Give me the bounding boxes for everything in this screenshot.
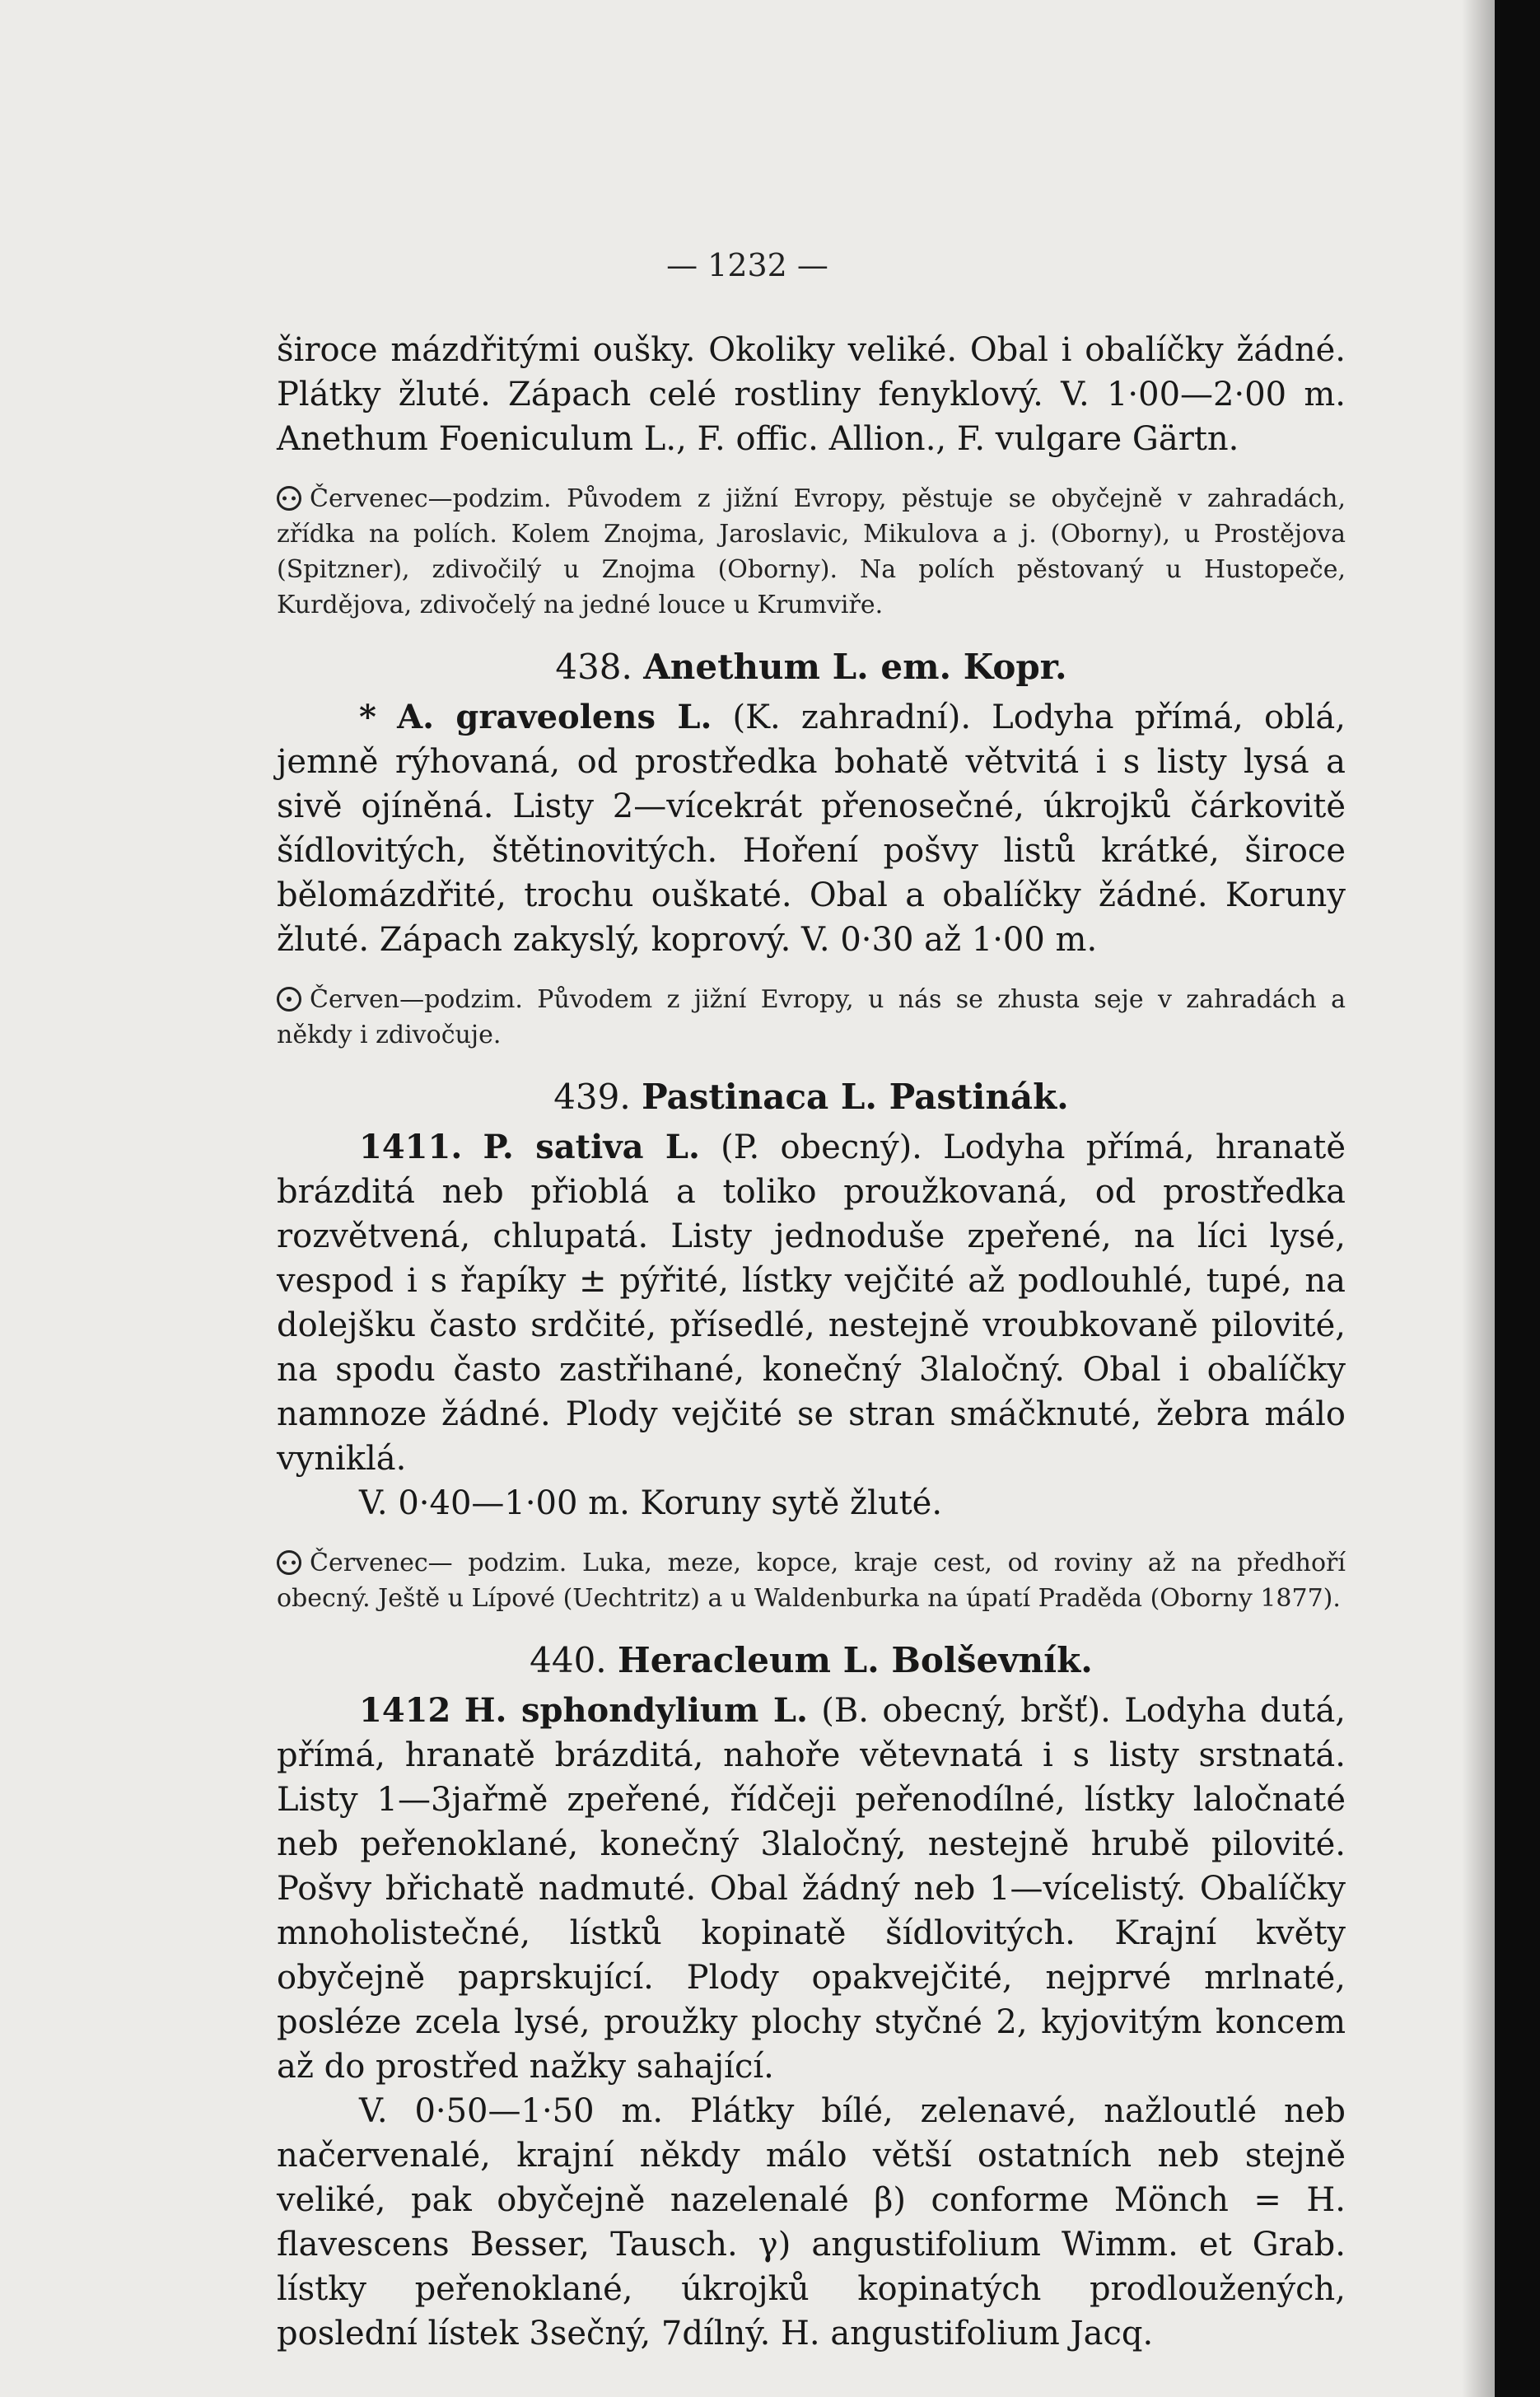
species-entry-anethum — [277, 695, 1346, 962]
genus-name: Pastinaca L. Pastinák. — [642, 1077, 1069, 1117]
species-description: (B. obecný, bršť). Lodyha dutá, přímá, hranatě brázditá, nahoře větevnatá i s listy srstnatá. Listy 1—3jařmě zpeřené, řídčeji peřenodílné, lístky laločnaté neb peřenoklané, konečný 3laločný, nestejně hrubě pilovité. Pošvy břichatě nadmuté. Obal žádný neb 1—vícelistý. Obalíčky mnoholistečné, lístků kopinatě šídlovitých. Krajní květy obyčejně paprskující. Plody opakvejčité, nejprvé mrlnaté, posléze zcela lysé, proužky plochy styčné 2, kyjovitým koncem až do prostřed nažky sahající. — [277, 1692, 1346, 2086]
genus-number: 440. — [530, 1640, 607, 1680]
species-dimensions: V. 0·40—1·00 m. Koruny sytě žluté. — [359, 1484, 943, 1522]
genus-number: 439. — [553, 1077, 631, 1117]
biennial-symbol-icon — [277, 1550, 301, 1575]
page-edge-shadow — [1462, 0, 1495, 2397]
habitat-text: Červen—podzim. Původem z jižní Evropy, u nás se zhusta seje v zahradách a někdy i zdivočuje. — [277, 985, 1346, 1049]
habitat-note-anethum — [277, 982, 1346, 1053]
genus-number: 438. — [555, 647, 632, 687]
species-name: P. sativa L. — [483, 1128, 700, 1166]
habitat-text: Červenec—podzim. Původem z jižní Evropy, pěstuje se obyčejně v zahradách, zřídka na polích. Kolem Znojma, Jaroslavic, Mikulova a j. (Oborny), u Prostějova (Spitzner), zdivočilý u Znojma (Oborny). Na polích pěstovaný u Hustopeče, Kurdějova, zdivočelý na jedné louce u Krumviře. — [277, 484, 1346, 619]
species-description: (P. obecný). Lodyha přímá, hranatě brázditá neb přioblá a toliko proužkovaná, od prostředka rozvětvená, chlupatá. Listy jednoduše zpeřené, na líci lysé, vespod i s řapíky ± pýřité, lístky vejčité až podlouhlé, tupé, na dolejšku často srdčité, přísedlé, nestejně vroubkovaně pilovité, na spodu často zastřihané, konečný 3laločný. Obal i obalíčky namnoze žádné. Plody vejčité se stran smáčknuté, žebra málo vyniklá. — [277, 1128, 1346, 1478]
species-dimensions: V. 0·50—1·50 m. Plátky bílé, zelenavé, nažloutlé neb načervenalé, krajní někdy málo větší ostatních neb stejně veliké, pak obyčejně nazelenalé β) conforme Mönch = H. flavescens Besser, Tausch. γ) angustifolium Wimm. et Grab. lístky peřenoklané, úkrojků kopinatých prodloužených, poslední lístek 3sečný, 7dílný. H. angustifolium Jacq. — [277, 2092, 1346, 2353]
page-number: — 1232 — — [666, 247, 828, 283]
cultivated-star: * — [359, 698, 376, 736]
species-entry-pastinaca — [277, 1125, 1346, 1481]
habitat-note-pastinaca — [277, 1545, 1346, 1616]
genus-name: Heracleum L. Bolševník. — [618, 1640, 1093, 1680]
annual-symbol-icon — [277, 987, 301, 1012]
species-name: A. graveolens L. — [397, 698, 712, 736]
species-entry-heracleum — [277, 1689, 1346, 2089]
genus-name: Anethum L. em. Kopr. — [643, 647, 1067, 687]
genus-heading-439 — [277, 1074, 1346, 1120]
habitat-note-foeniculum — [277, 481, 1346, 623]
genus-heading-440 — [277, 1638, 1346, 1684]
species-name: H. sphondylium L. — [464, 1691, 808, 1730]
species-description: (K. zahradní). Lodyha přímá, oblá, jemně rýhovaná, od prostředka bohatě větvitá i s listy lysá a sivě ojíněná. Listy 2—vícekrát přenosečné, úkrojků čárkovitě šídlovitých, štětinovitých. Hoření pošvy listů krátké, široce bělomázdřité, trochu ouškaté. Obal a obalíčky žádné. Koruny žluté. Zápach zakyslý, koprový. V. 0·30 až 1·00 m. — [277, 699, 1346, 959]
species-number: 1412 — [359, 1691, 451, 1730]
genus-heading-438 — [277, 644, 1346, 690]
continued-paragraph: široce mázdřitými oušky. Okoliky veliké. Obal i obalíčky žádné. Plátky žluté. Zápach celé rostliny fenyklový. V. 1·00—2·00 m. Anethum Foeniculum L., F. offic. Allion., F. vulgare Gärtn. — [277, 331, 1346, 458]
biennial-symbol-icon — [277, 486, 301, 511]
species-number: 1411. — [359, 1128, 463, 1166]
page-content — [277, 328, 1346, 2356]
habitat-text: Červenec— podzim. Luka, meze, kopce, kraje cest, od roviny až na předhoří obecný. Ještě u Lípové (Uechtritz) a u Waldenburka na úpatí Praděda (Oborny 1877). — [277, 1549, 1346, 1613]
